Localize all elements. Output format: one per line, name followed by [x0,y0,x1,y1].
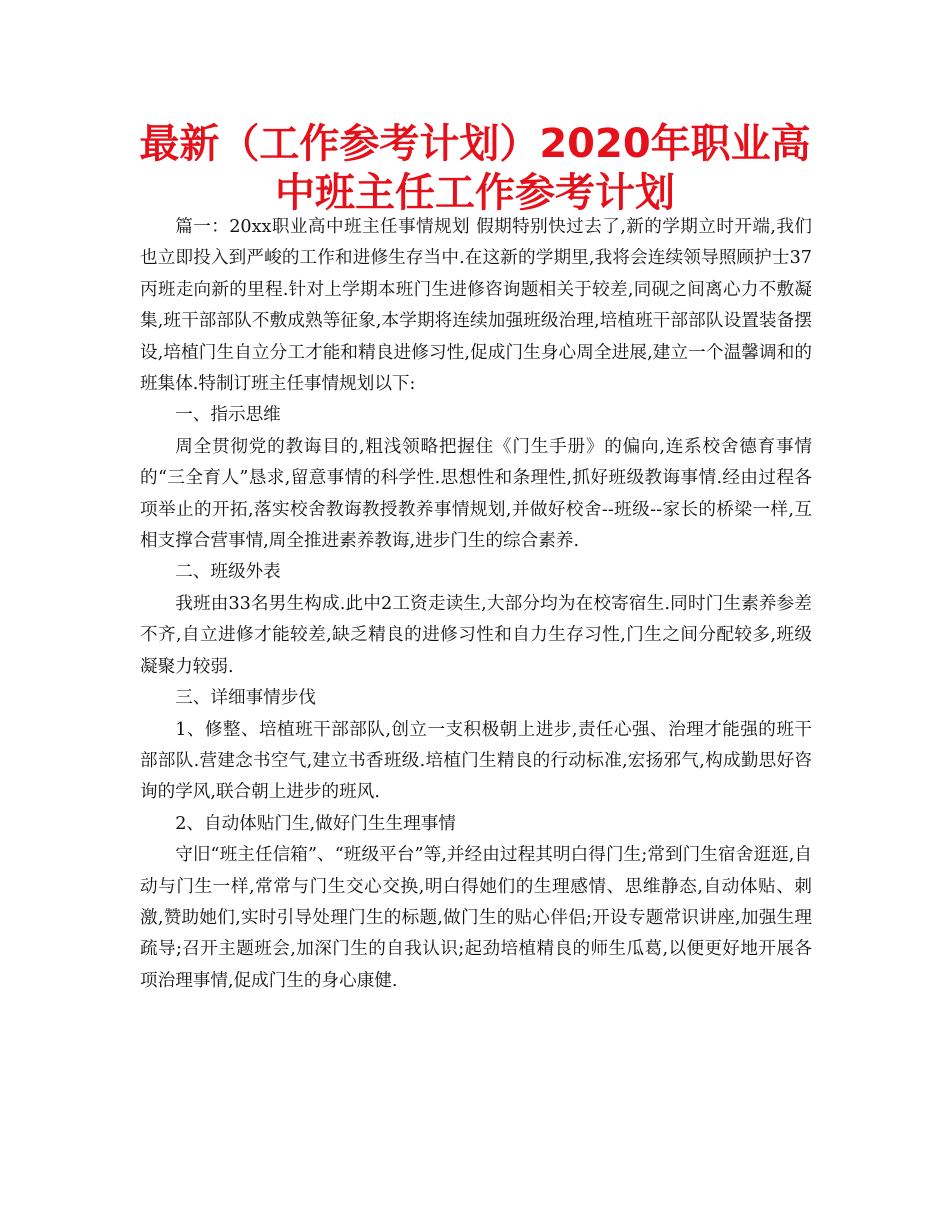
section-heading-guiding-thought: 一、指示思维 [175,405,281,426]
paragraph-measure-2: 守旧“班主任信箱”、“班级平台”等,并经由过程其明白得门生;常到门生宿舍逛逛,自动与门生一样,常常与门生交心交换,明白得她们的生理感情、思维静态,自动体贴、刺激,赞助她们,实时引导处理门生的标题,做门生的贴心伴侣;开设专题常识讲座,加强生理疏导;召开主题班会,加深门生的自我认识;起劲培植精良的师生瓜葛,以便更好地开展各项治理事情,促成门生的身心康健. [140,845,812,991]
section-heading-class-overview: 二、班级外表 [175,562,281,583]
document-title: 最新（工作参考计划）2020年职业高中班主任工作参考计划 [139,121,811,216]
paragraph-intro: 篇一：20xx职业高中班主任事情规划 假期特别快过去了,新的学期立时开端,我们也立即投入到严峻的工作和进修生存当中.在这新的学期里,我将会连续领导照顾护士37丙班走向新的里程.针对上学期本班门生进修咨询题相关于较差,同砚之间离心力不敷凝集,班干部部队不敷成熟等征象,本学期将连续加强班级治理,培植班干部部队设置装备摆设,培植门生自立分工才能和精良进修习性,促成门生身心周全进展,建立一个温馨调和的班集体.特制订班主任事情规划以下: [140,217,812,395]
document-body [140,212,812,997]
paragraph-measure-2-heading: 2、自动体贴门生,做好门生生理事情 [175,813,456,834]
section-heading-measures: 三、详细事情步伐 [175,688,316,709]
paragraph-measure-1: 1、修整、培植班干部部队,创立一支积极朝上进步,责任心强、治理才能强的班干部部队.营建念书空气,建立书香班级.培植门生精良的行动标准,宏扬邪气,构成勤思好咨询的学风,联合朝上进步的班风. [140,719,812,803]
paragraph-guiding-thought: 周全贯彻党的教诲目的,粗浅领略把握住《门生手册》的偏向,连系校舍德育事情的“三全育人”恳求,留意事情的科学性.思想性和条理性,抓好班级教诲事情.经由过程各项举止的开拓,落实校舍教诲教授教养事情规划,并做好校舍--班级--家长的桥梁一样,互相支撑合营事情,周全推进素养教诲,进步门生的综合素养. [140,436,812,552]
paragraph-class-overview: 我班由33名男生构成.此中2工资走读生,大部分均为在校寄宿生.同时门生素养参差不齐,自立进修才能较差,缺乏精良的进修习性和自力生存习性,门生之间分配较多,班级凝聚力较弱. [140,593,812,677]
